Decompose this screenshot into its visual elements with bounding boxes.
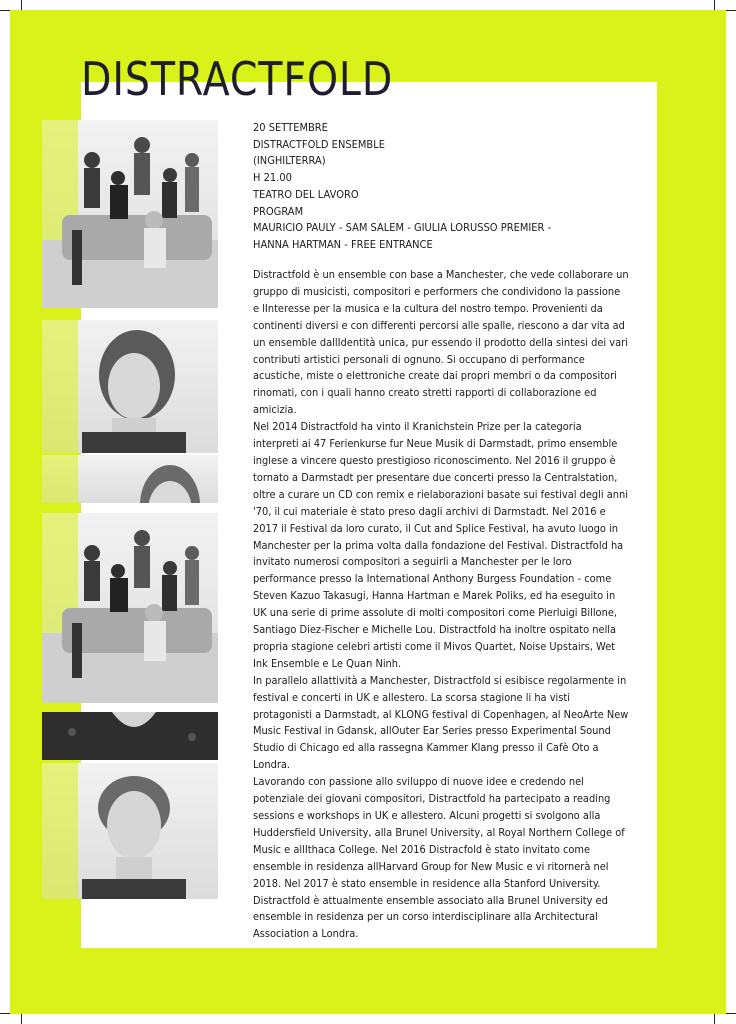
photo-portrait-2	[42, 455, 218, 503]
event-program-line-2: HANNA HARTMAN - FREE ENTRANCE	[253, 237, 433, 251]
photo-ensemble-1	[42, 120, 218, 308]
photo-portrait-3	[42, 712, 218, 760]
photo-portrait-4	[42, 763, 218, 899]
event-date: 20 SETTEMBRE	[253, 121, 328, 134]
event-venue: TEATRO DEL LAVORO	[253, 187, 359, 201]
event-program-line-1: MAURICIO PAULY - SAM SALEM - GIULIA LORUSSO PREMIER -	[253, 221, 552, 235]
group-photo-illustration	[42, 513, 218, 703]
group-photo-illustration	[42, 120, 218, 308]
page-title: DISTRACTFOLD	[81, 52, 394, 106]
photo-ensemble-2	[42, 513, 218, 703]
event-info	[253, 120, 595, 254]
lace-collar-illustration	[42, 712, 218, 760]
photo-portrait-1	[42, 320, 218, 453]
portrait-illustration	[42, 763, 218, 899]
event-country: (INGHILTERRA)	[253, 154, 326, 168]
event-program-label: PROGRAM	[253, 204, 304, 218]
event-ensemble: DISTRACTFOLD ENSEMBLE	[253, 137, 385, 151]
portrait-illustration	[42, 320, 218, 453]
biography-text: Distractfold è un ensemble con base a Manchester, che vede collaborare un gruppo di musicisti, compositori e performers che condividono la passione e lInteresse per la musica e la cultura del nostro tempo. Provenienti da continenti diversi e con differenti percorsi alle spalle, riescono a dar vita ad un ensemble dallIdentità unica, pur essendo il prodotto della sintesi dei vari contributi artistici personali di ognuno. Si occupano di performance acustiche, miste o elettroniche create dai propri membri o da compositori rinomati, con i quali hanno creato stretti rapporti di collaborazione ed amicizia. Nel 2014 Distractfold ha vinto il Kranichstein Prize per la categoria interpreti ai 47 Ferienkurse fur Neue Musik di Darmstadt, primo ensemble inglese a vincere questo prestigioso riconoscimento. Nel 2016 il gruppo è tornato a Darmstadt per presentare due concerti presso la Centralstation, oltre a curare un CD con remix e rielaborazioni basate sui festival degli anni '70, il cui materiale è stato preso dagli archivi di Darmstadt. Nel 2016 e 2017 il Festival da loro curato, il Cut and Splice Festival, ha avuto luogo in Manchester per la prima volta dalla fondazione del Festival. Distractfold ha invitato numerosi compositori a seguirli a Manchester per le loro performance presso la International Anthony Burgess Foundation - come Steven Kazuo Takasugi, Hanna Hartman e Marek Poliks, ed ha eseguito in UK una serie di prime assolute di molti compositori come Pierluigi Billone, Santiago Diez-Fischer e Michelle Lou. Distractfold ha inoltre ospitato nella propria stagione celebri artisti come il Mivos Quartet, Noise Upstairs, Wet Ink Ensemble e Le Quan Ninh. In parallelo allattività a Manchester, Distractfold si esibisce regolarmente in festival e concerti in UK e allestero. La scorsa stagione li ha visti protagonisti a Darmstadt, al KLONG festival di Copenhagen, al NeoArte New Music Festival in Gdansk, allOuter Ear Series presso Experimental Sound Studio di Chicago ed alla rassegna Kammer Klang presso il Cafè Oto a Londra. Lavorando con passione allo sviluppo di nuove idee e credendo nel potenziale dei giovani compositori, Distractfold ha partecipato a reading sessions e workshops in UK e allestero. Alcuni progetti si svolgono alla Huddersfield University, alla Brunel University, al Royal Northern College of Music e allIthaca College. Nel 2016 Distracfold è stato invitato come ensemble in residenza allHarvard Group for New Music e vi ritornerà nel 2018. Nel 2017 è stato ensemble in residence alla Stanford University. Distractfold è attualmente ensemble associato alla Brunel University ed ensemble in residenza per un corso interdisciplinare alla Architectural Association a Londra.	[253, 268, 629, 941]
portrait-crop-illustration	[42, 455, 218, 503]
event-time: H 21.00	[253, 171, 292, 185]
